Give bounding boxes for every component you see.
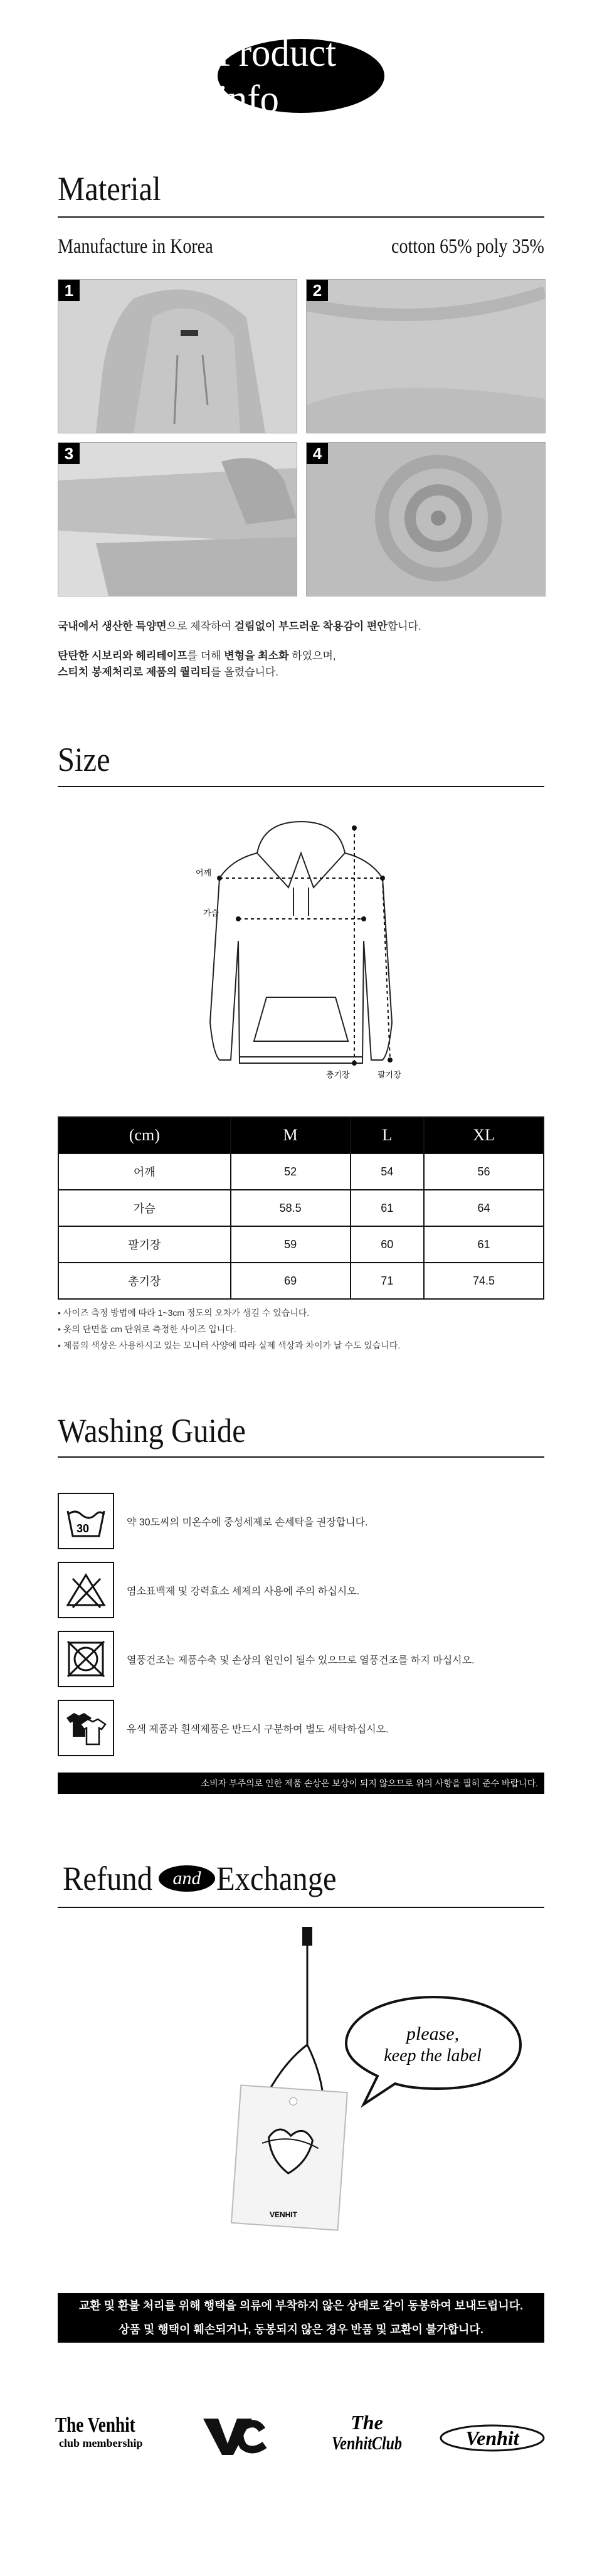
photo-number: 3 [58,443,80,464]
logo-venhit: Venhit [439,2424,546,2452]
wash-instruction-1: 약 30도씨의 미온수에 중성세제로 손세탁을 권장합니다. [127,1517,368,1528]
label-chest: 가슴 [203,908,219,918]
size-note: • 사이즈 측정 방법에 따라 1~3cm 정도의 오차가 생길 수 있습니다. [58,1308,310,1318]
row-label: 총기장 [58,1263,231,1299]
bubble-line-1: please, [406,2023,460,2044]
photo-number: 1 [58,280,80,301]
material-description-1: 국내에서 생산한 특양면으로 제작하여 걸림없이 부드러운 착용감이 편안합니다. [58,620,421,632]
washing-title: Washing Guide [58,1412,246,1450]
table-cell: 71 [351,1263,425,1299]
table-row [58,1226,544,1263]
material-description-2: 탄탄한 시보리와 헤리테이프를 더해 변형을 최소화 하였으며, [58,650,336,662]
speech-bubble [339,1988,527,2107]
header-unit: (cm) [58,1117,231,1153]
cuff-illustration [58,443,297,596]
separate-wash-icon [58,1700,114,1756]
hoodie-size-diagram [194,815,408,1098]
page-title: Product info [218,30,337,121]
material-title: Material [58,170,161,208]
header-l: L [351,1117,425,1153]
refund-title-left: Refund [62,1860,153,1897]
logo-venhit-club: The VenhitClub [331,2411,403,2454]
table-cell: 61 [424,1226,544,1263]
swirl-fabric [307,443,545,596]
tag-brand: VENHIT [270,2210,298,2219]
no-bleach-icon [58,1562,114,1618]
bubble-line-2: keep the label [384,2046,482,2065]
refund-notice-line-1: 교환 및 환불 처리를 위해 행택을 의류에 부착하지 않은 상태로 같이 동봉하여 보내드립니다. [78,2299,524,2312]
material-composition: cotton 65% poly 35% [391,235,544,258]
label-shoulder: 어깨 [196,868,212,877]
wash-instruction-2: 염소표백제 및 강력효소 세제의 사용에 주의 하십시오. [127,1586,360,1597]
refund-divider [58,1907,544,1908]
table-cell: 59 [231,1226,351,1263]
wash-temp: 30 [77,1522,90,1535]
material-description-3: 스티치 봉제처리로 제품의 퀄리티를 올렸습니다. [58,666,279,678]
label-sleeve: 팔기장 [378,1070,401,1079]
fabric-photo-4 [306,442,546,596]
wash-instruction-3: 열풍건조는 제품수축 및 손상의 원인이 될수 있으므로 열풍건조를 하지 마십시오. [127,1655,475,1666]
wash-instruction-4: 유색 제품과 흰색제품은 반드시 구분하여 별도 세탁하십시오. [127,1724,389,1735]
row-label: 어깨 [58,1153,231,1190]
table-cell: 60 [351,1226,425,1263]
refund-title-right: Exchange [216,1860,337,1897]
refund-title [58,1857,350,1900]
table-cell: 52 [231,1153,351,1190]
table-row [58,1153,544,1190]
no-tumble-dry-icon [58,1631,114,1687]
table-cell: 69 [231,1263,351,1299]
logo-club-membership: The Venhit club membership [55,2414,143,2449]
label-length: 총기장 [326,1070,350,1079]
page-title-badge [218,30,384,121]
table-row [58,1190,544,1226]
fabric-photo-1 [58,279,297,433]
header-xl: XL [424,1117,544,1153]
hood-illustration [58,280,297,433]
table-cell: 61 [351,1190,425,1226]
table-cell: 58.5 [231,1190,351,1226]
washing-notice: 소비자 부주의로 인한 제품 손상은 보상이 되지 않으므로 위의 사항을 필히 준수 바랍니다. [58,1773,544,1794]
fabric-texture [307,280,545,433]
size-table [58,1116,544,1300]
refund-notice-line-2: 상품 및 행택이 훼손되거나, 동봉되지 않은 경우 반품 및 교환이 불가합니다. [119,2323,483,2336]
size-note: • 제품의 색상은 사용하시고 있는 모니터 사양에 따라 실제 색상과 차이가 날 수도 있습니다. [58,1340,401,1350]
size-table-header [58,1117,544,1153]
size-divider [58,786,544,787]
header-m: M [231,1117,351,1153]
wash-30-icon [58,1493,114,1549]
size-notes [58,1305,400,1354]
row-label: 팔기장 [58,1226,231,1263]
refund-notice [58,2293,544,2343]
photo-number: 4 [307,443,328,464]
table-cell: 56 [424,1153,544,1190]
table-cell: 74.5 [424,1263,544,1299]
refund-title-and: and [159,1865,215,1892]
size-title: Size [58,741,110,778]
washing-divider [58,1456,544,1458]
row-label: 가슴 [58,1190,231,1226]
material-origin: Manufacture in Korea [58,235,213,258]
fabric-photo-2 [306,279,546,433]
table-cell: 64 [424,1190,544,1226]
logo-vc [199,2412,268,2457]
material-divider [58,216,544,218]
size-note: • 옷의 단면을 cm 단위로 측정한 사이즈 입니다. [58,1324,236,1334]
photo-number: 2 [307,280,328,301]
fabric-photo-3 [58,442,297,596]
table-row [58,1263,544,1299]
table-cell: 54 [351,1153,425,1190]
